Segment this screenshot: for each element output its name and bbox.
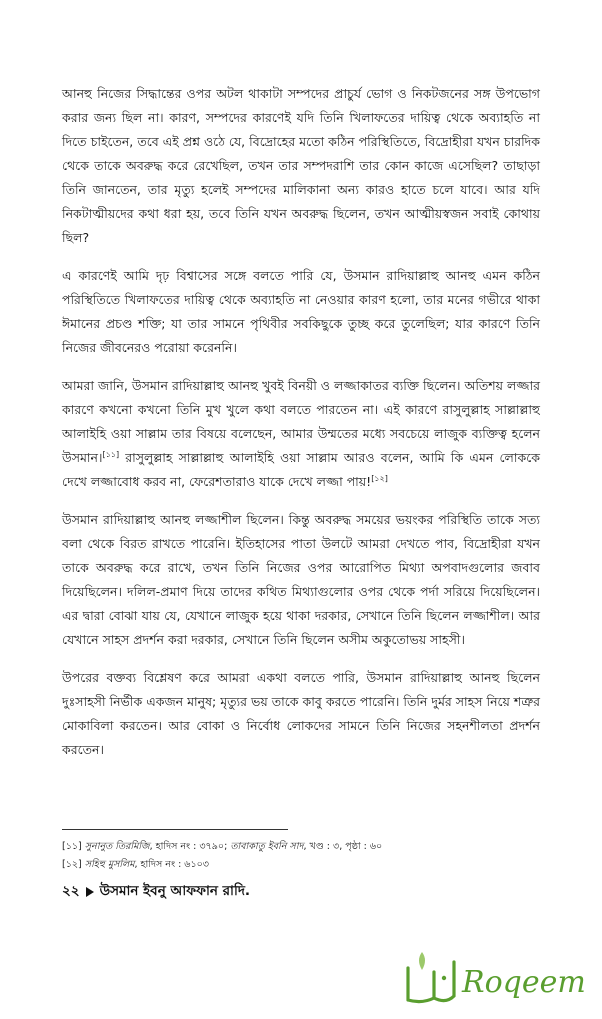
footnote-12 bbox=[62, 856, 540, 874]
logo-wordmark: Roqeem bbox=[462, 965, 586, 1000]
footnote-divider bbox=[62, 829, 288, 830]
footnote-ref-11[interactable]: [১১] bbox=[102, 449, 120, 459]
logo-calligraphy-mark bbox=[408, 962, 454, 1002]
footnote-number: [১২] bbox=[62, 859, 82, 870]
footnote-source: সুনানুত তিরমিজি bbox=[84, 841, 150, 852]
footnote-detail: , খণ্ড : ৩, পৃষ্ঠা : ৬০ bbox=[303, 841, 383, 852]
paragraph-5: উপরের বক্তব্য বিশ্লেষণ করে আমরা একথা বলতে পারি, উসমান রাদিয়াল্লাহু আনহু ছিলেন দুঃসাহসী নির্ভীক একজন মানুষ; মৃত্যুর ভয় তাকে কাবু করতে পারেনি। তিনি দুর্মর সাহস নিয়ে শত্রুর মোকাবিলা করতেন। আর বোকা ও নির্বোধ লোকদের সামনে তিনি নিজের সহনশীলতা প্রদর্শন করতেন। bbox=[62, 670, 540, 757]
footnote-detail: , হাদিস নং : ৬১০৩ bbox=[134, 859, 209, 870]
paragraph-3-text: আমরা জানি, উসমান রাদিয়াল্লাহু আনহু খুবই বিনয়ী ও লজ্জাকাতর ব্যক্তি ছিলেন। অতিশয় লজ্জার কারণে কখনো কখনো তিনি মুখ খুলে কথা বলতে পারতেন না। এই কারণে রাসুলুল্লাহ সাল্লাল্লাহু আলাইহি ওয়া সাল্লাম তার বিষয়ে বলেছেন, আমার উম্মতের মধ্যে সবচেয়ে লাজুক ব্যক্তিত্ব হলেন উসমান। bbox=[62, 378, 540, 465]
paragraph-1: আনহু নিজের সিদ্ধান্তের ওপর অটল থাকাটা সম্পদের প্রাচুর্য ভোগ ও নিকটজনের সঙ্গ উপভোগ করার জন্য ছিল না। কারণ, সম্পদের কারণেই যদি তিনি খিলাফতের দায়িত্ব থেকে অব্যাহতি না দিতে চাইতেন, তবে এই প্রশ্ন ওঠে যে, বিদ্রোহের মতো কঠিন পরিস্থিতিতে, বিদ্রোহীরা যখন চারদিক থেকে তাকে অবরুদ্ধ করে রেখেছিল, তখন তার সম্পদরাশি তার কোন কাজে এসেছিল? তাছাড়া তিনি জানতেন, তার মৃত্যু হলেই সম্পদের মালিকানা অন্য কারও হাতে চলে যাবে। আর যদি নিকটাত্মীয়দের কথা ধরা হয়, তবে তিনি যখন অবরুদ্ধ ছিলেন, তখন আত্মীয়স্বজন সবাই কোথায় ছিল? bbox=[62, 86, 540, 245]
page-footer bbox=[62, 880, 250, 903]
running-title: উসমান ইবনু আফফান রাদি. bbox=[99, 883, 251, 899]
footnote-number: [১১] bbox=[62, 841, 82, 852]
logo-dot-mark bbox=[442, 976, 446, 980]
logo-flame-mark bbox=[419, 952, 425, 970]
footnote-11 bbox=[62, 838, 540, 856]
footnote-source: সহিহু মুসলিম bbox=[84, 859, 135, 870]
triangle-right-icon bbox=[86, 887, 94, 897]
footnote-source: তাবাকাতু ইবনি সাদ bbox=[230, 841, 304, 852]
roqeem-logo bbox=[400, 948, 590, 1008]
footnotes bbox=[62, 838, 540, 874]
paragraph-4: উসমান রাদিয়াল্লাহু আনহু লজ্জাশীল ছিলেন। কিন্তু অবরুদ্ধ সময়ের ভয়ংকর পরিস্থিতি তাকে সত্য বলা থেকে বিরত রাখতে পারেনি। ইতিহাসের পাতা উলটে আমরা দেখতে পাব, বিদ্রোহীরা যখন তাকে অবরুদ্ধ করে রাখে, তখন তিনি নিজের ওপর আরোপিত মিথ্যা অপবাদগুলোর জবাব দিয়েছিলেন। দলিল-প্রমাণ দিয়ে তাদের কথিত মিথ্যাগুলোর ওপর থেকে পর্দা সরিয়ে দিয়েছিলেন। এর দ্বারা বোঝা যায় যে, যেখানে লাজুক হয়ে থাকা দরকার, সেখানে তিনি ছিলেন লজ্জাশীল। আর যেখানে সাহস প্রদর্শন করা দরকার, সেখানে তিনি ছিলেন অসীম অকুতোভয় সাহসী। bbox=[62, 512, 540, 647]
page-number: ২২ bbox=[62, 883, 80, 899]
paragraph-3-continuation: রাসুলুল্লাহ সাল্লাল্লাহু আলাইহি ওয়া সাল্লাম আরও বলেন, আমি কি এমন লোককে দেখে লজ্জাবোধ করব না, ফেরেশতারাও যাকে দেখে লজ্জা পায়! bbox=[62, 450, 540, 489]
page-body bbox=[62, 82, 540, 776]
footnote-ref-12[interactable]: [১২] bbox=[371, 473, 388, 483]
paragraph-3 bbox=[62, 374, 540, 494]
footnote-detail: , হাদিস নং : ৩৭৯০; bbox=[149, 841, 231, 852]
paragraph-2: এ কারণেই আমি দৃঢ় বিশ্বাসের সঙ্গে বলতে পারি যে, উসমান রাদিয়াল্লাহু আনহু এমন কঠিন পরিস্থিতিতে খিলাফতের দায়িত্ব থেকে অব্যাহতি না নেওয়ার কারণ হলো, তার মনের গভীরে থাকা ঈমানের প্রচণ্ড শক্তি; যা তার সামনে পৃথিবীর সবকিছুকে তুচ্ছ করে তুলেছিল; যার কারণে তিনি নিজের জীবনেরও পরোয়া করেননি। bbox=[62, 268, 540, 355]
